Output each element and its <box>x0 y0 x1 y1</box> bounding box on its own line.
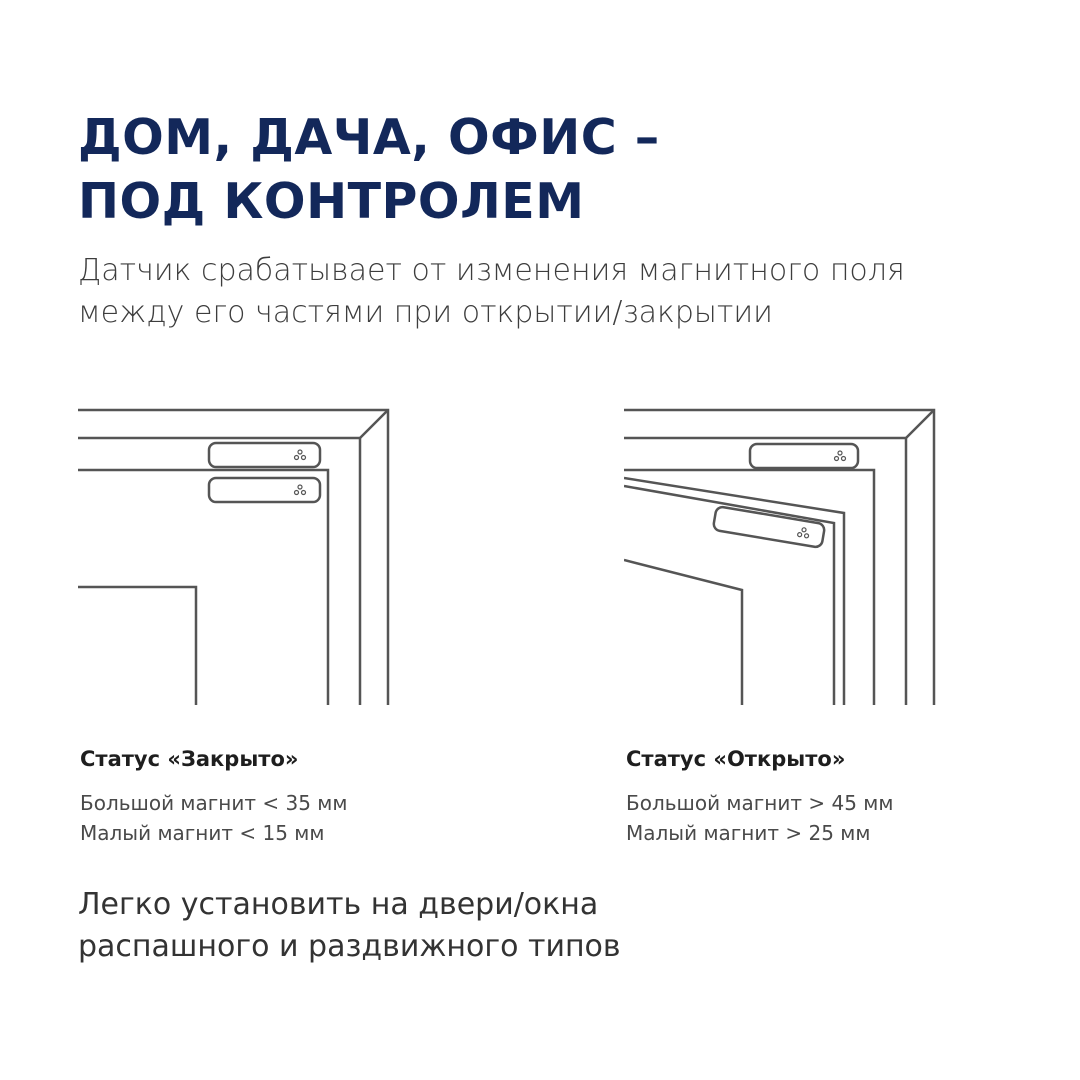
open-door-illustration <box>624 400 944 710</box>
title-line-1: ДОМ, ДАЧА, ОФИС – <box>78 109 660 166</box>
big-magnet <box>750 444 858 468</box>
page-title <box>78 106 660 234</box>
door-panel <box>78 587 196 705</box>
description-line-2: между его частями при открытии/закрытии <box>78 295 773 330</box>
closed-door-illustration <box>78 400 398 710</box>
status-open-small-magnet: Малый магнит > 25 мм <box>626 821 871 845</box>
description-line-1: Датчик срабатывает от изменения магнитного поля <box>78 253 905 288</box>
status-closed-title: Статус «Закрыто» <box>80 747 299 771</box>
status-open <box>626 744 893 848</box>
footer-note <box>78 884 621 968</box>
status-closed-big-magnet: Большой магнит < 35 мм <box>80 791 348 815</box>
status-open-big-magnet: Большой магнит > 45 мм <box>626 791 894 815</box>
status-closed <box>80 744 347 848</box>
title-line-2: ПОД КОНТРОЛЕМ <box>78 173 585 230</box>
big-magnet <box>209 443 320 467</box>
footer-line-2: распашного и раздвижного типов <box>78 929 621 964</box>
description <box>78 250 905 334</box>
status-closed-small-magnet: Малый магнит < 15 мм <box>80 821 325 845</box>
footer-line-1: Легко установить на двери/окна <box>78 887 599 922</box>
small-magnet <box>209 478 320 502</box>
status-open-title: Статус «Открыто» <box>626 747 846 771</box>
